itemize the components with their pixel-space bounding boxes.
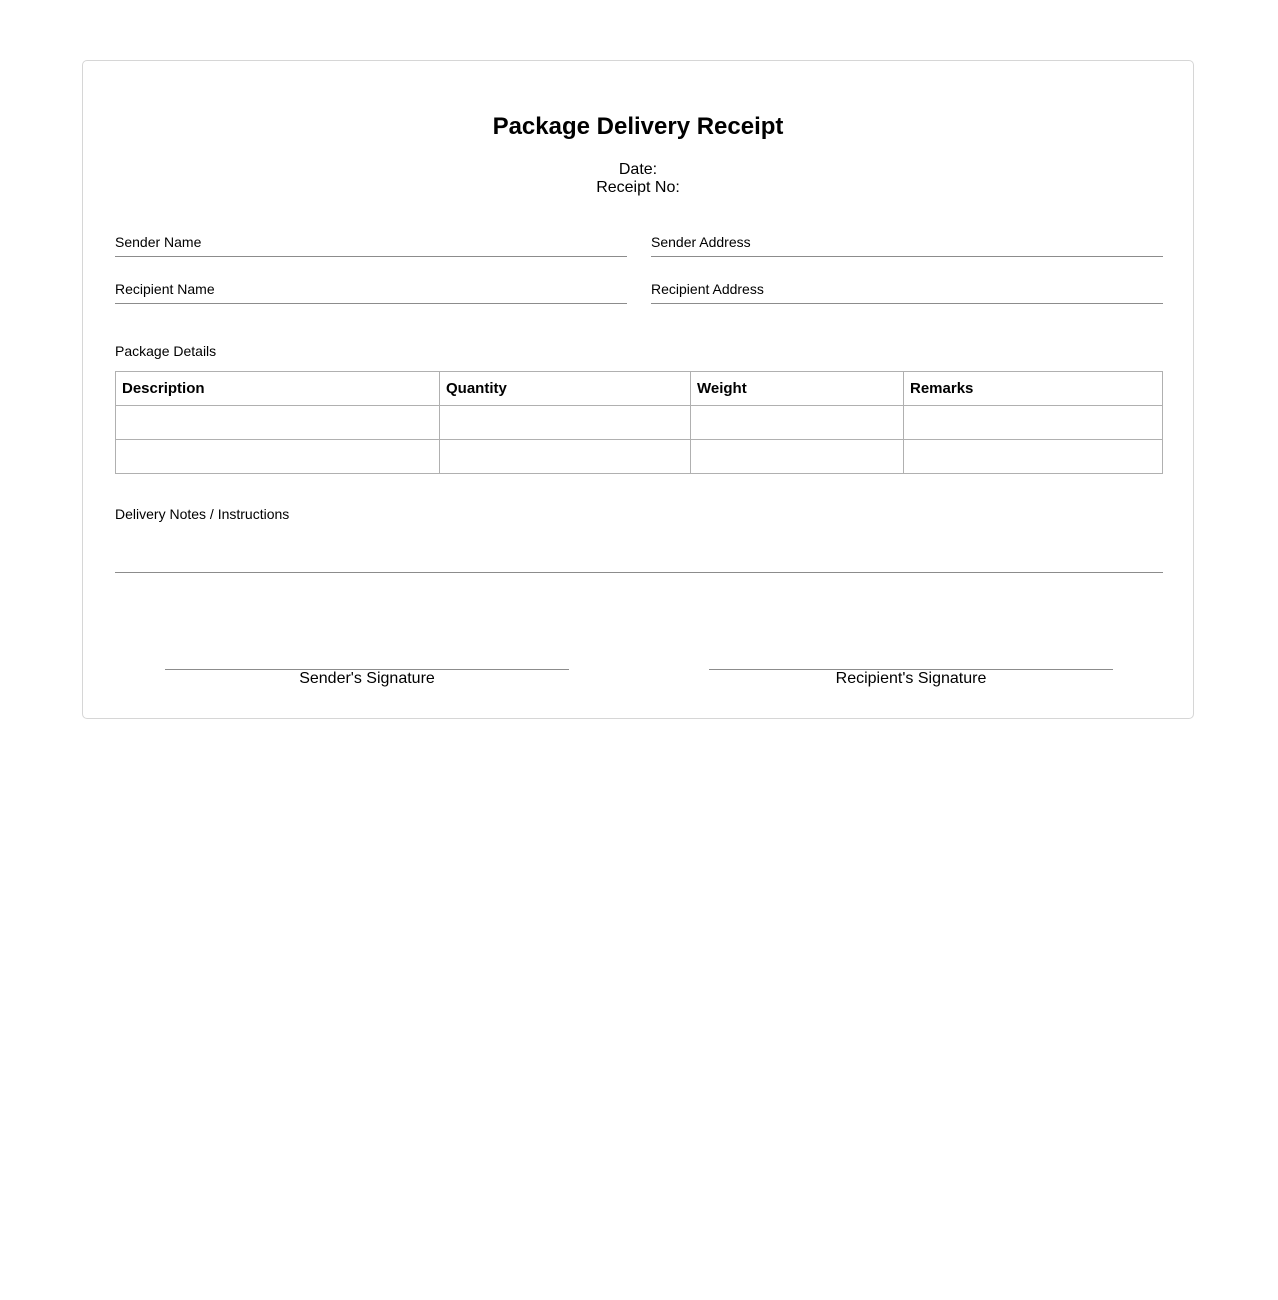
recipient-signature-line[interactable] bbox=[709, 669, 1113, 688]
cell-remarks[interactable] bbox=[904, 406, 1163, 440]
sender-address-label: Sender Address bbox=[651, 234, 751, 250]
cell-description[interactable] bbox=[116, 440, 440, 474]
package-details-table bbox=[115, 371, 1163, 474]
cell-remarks[interactable] bbox=[904, 440, 1163, 474]
column-header-weight: Weight bbox=[691, 372, 904, 406]
recipient-address-label: Recipient Address bbox=[651, 281, 764, 297]
sender-name-field[interactable] bbox=[115, 226, 627, 257]
column-header-quantity: Quantity bbox=[440, 372, 691, 406]
sender-signature-line[interactable] bbox=[165, 669, 569, 688]
cell-quantity[interactable] bbox=[440, 440, 691, 474]
column-header-description: Description bbox=[116, 372, 440, 406]
cell-quantity[interactable] bbox=[440, 406, 691, 440]
cell-weight[interactable] bbox=[691, 406, 904, 440]
sender-address-field[interactable] bbox=[651, 226, 1163, 257]
receipt-card bbox=[82, 60, 1194, 719]
cell-weight[interactable] bbox=[691, 440, 904, 474]
table-row bbox=[116, 440, 1163, 474]
sender-signature-label: Sender's Signature bbox=[299, 670, 435, 687]
table-header-row bbox=[116, 372, 1163, 406]
recipient-name-field[interactable] bbox=[115, 273, 627, 304]
receipt-no-label: Receipt No: bbox=[596, 179, 680, 196]
page-title: Package Delivery Receipt bbox=[492, 113, 784, 140]
delivery-notes-label: Delivery Notes / Instructions bbox=[115, 506, 290, 522]
recipient-address-field[interactable] bbox=[651, 273, 1163, 304]
package-details-label: Package Details bbox=[115, 343, 217, 359]
delivery-notes-field[interactable] bbox=[115, 572, 1163, 573]
receipt-meta bbox=[83, 161, 1193, 197]
recipient-name-label: Recipient Name bbox=[115, 281, 215, 297]
cell-description[interactable] bbox=[116, 406, 440, 440]
date-label: Date: bbox=[618, 161, 658, 178]
recipient-signature-label: Recipient's Signature bbox=[835, 670, 987, 687]
table-row bbox=[116, 406, 1163, 440]
sender-name-label: Sender Name bbox=[115, 234, 202, 250]
column-header-remarks: Remarks bbox=[904, 372, 1163, 406]
